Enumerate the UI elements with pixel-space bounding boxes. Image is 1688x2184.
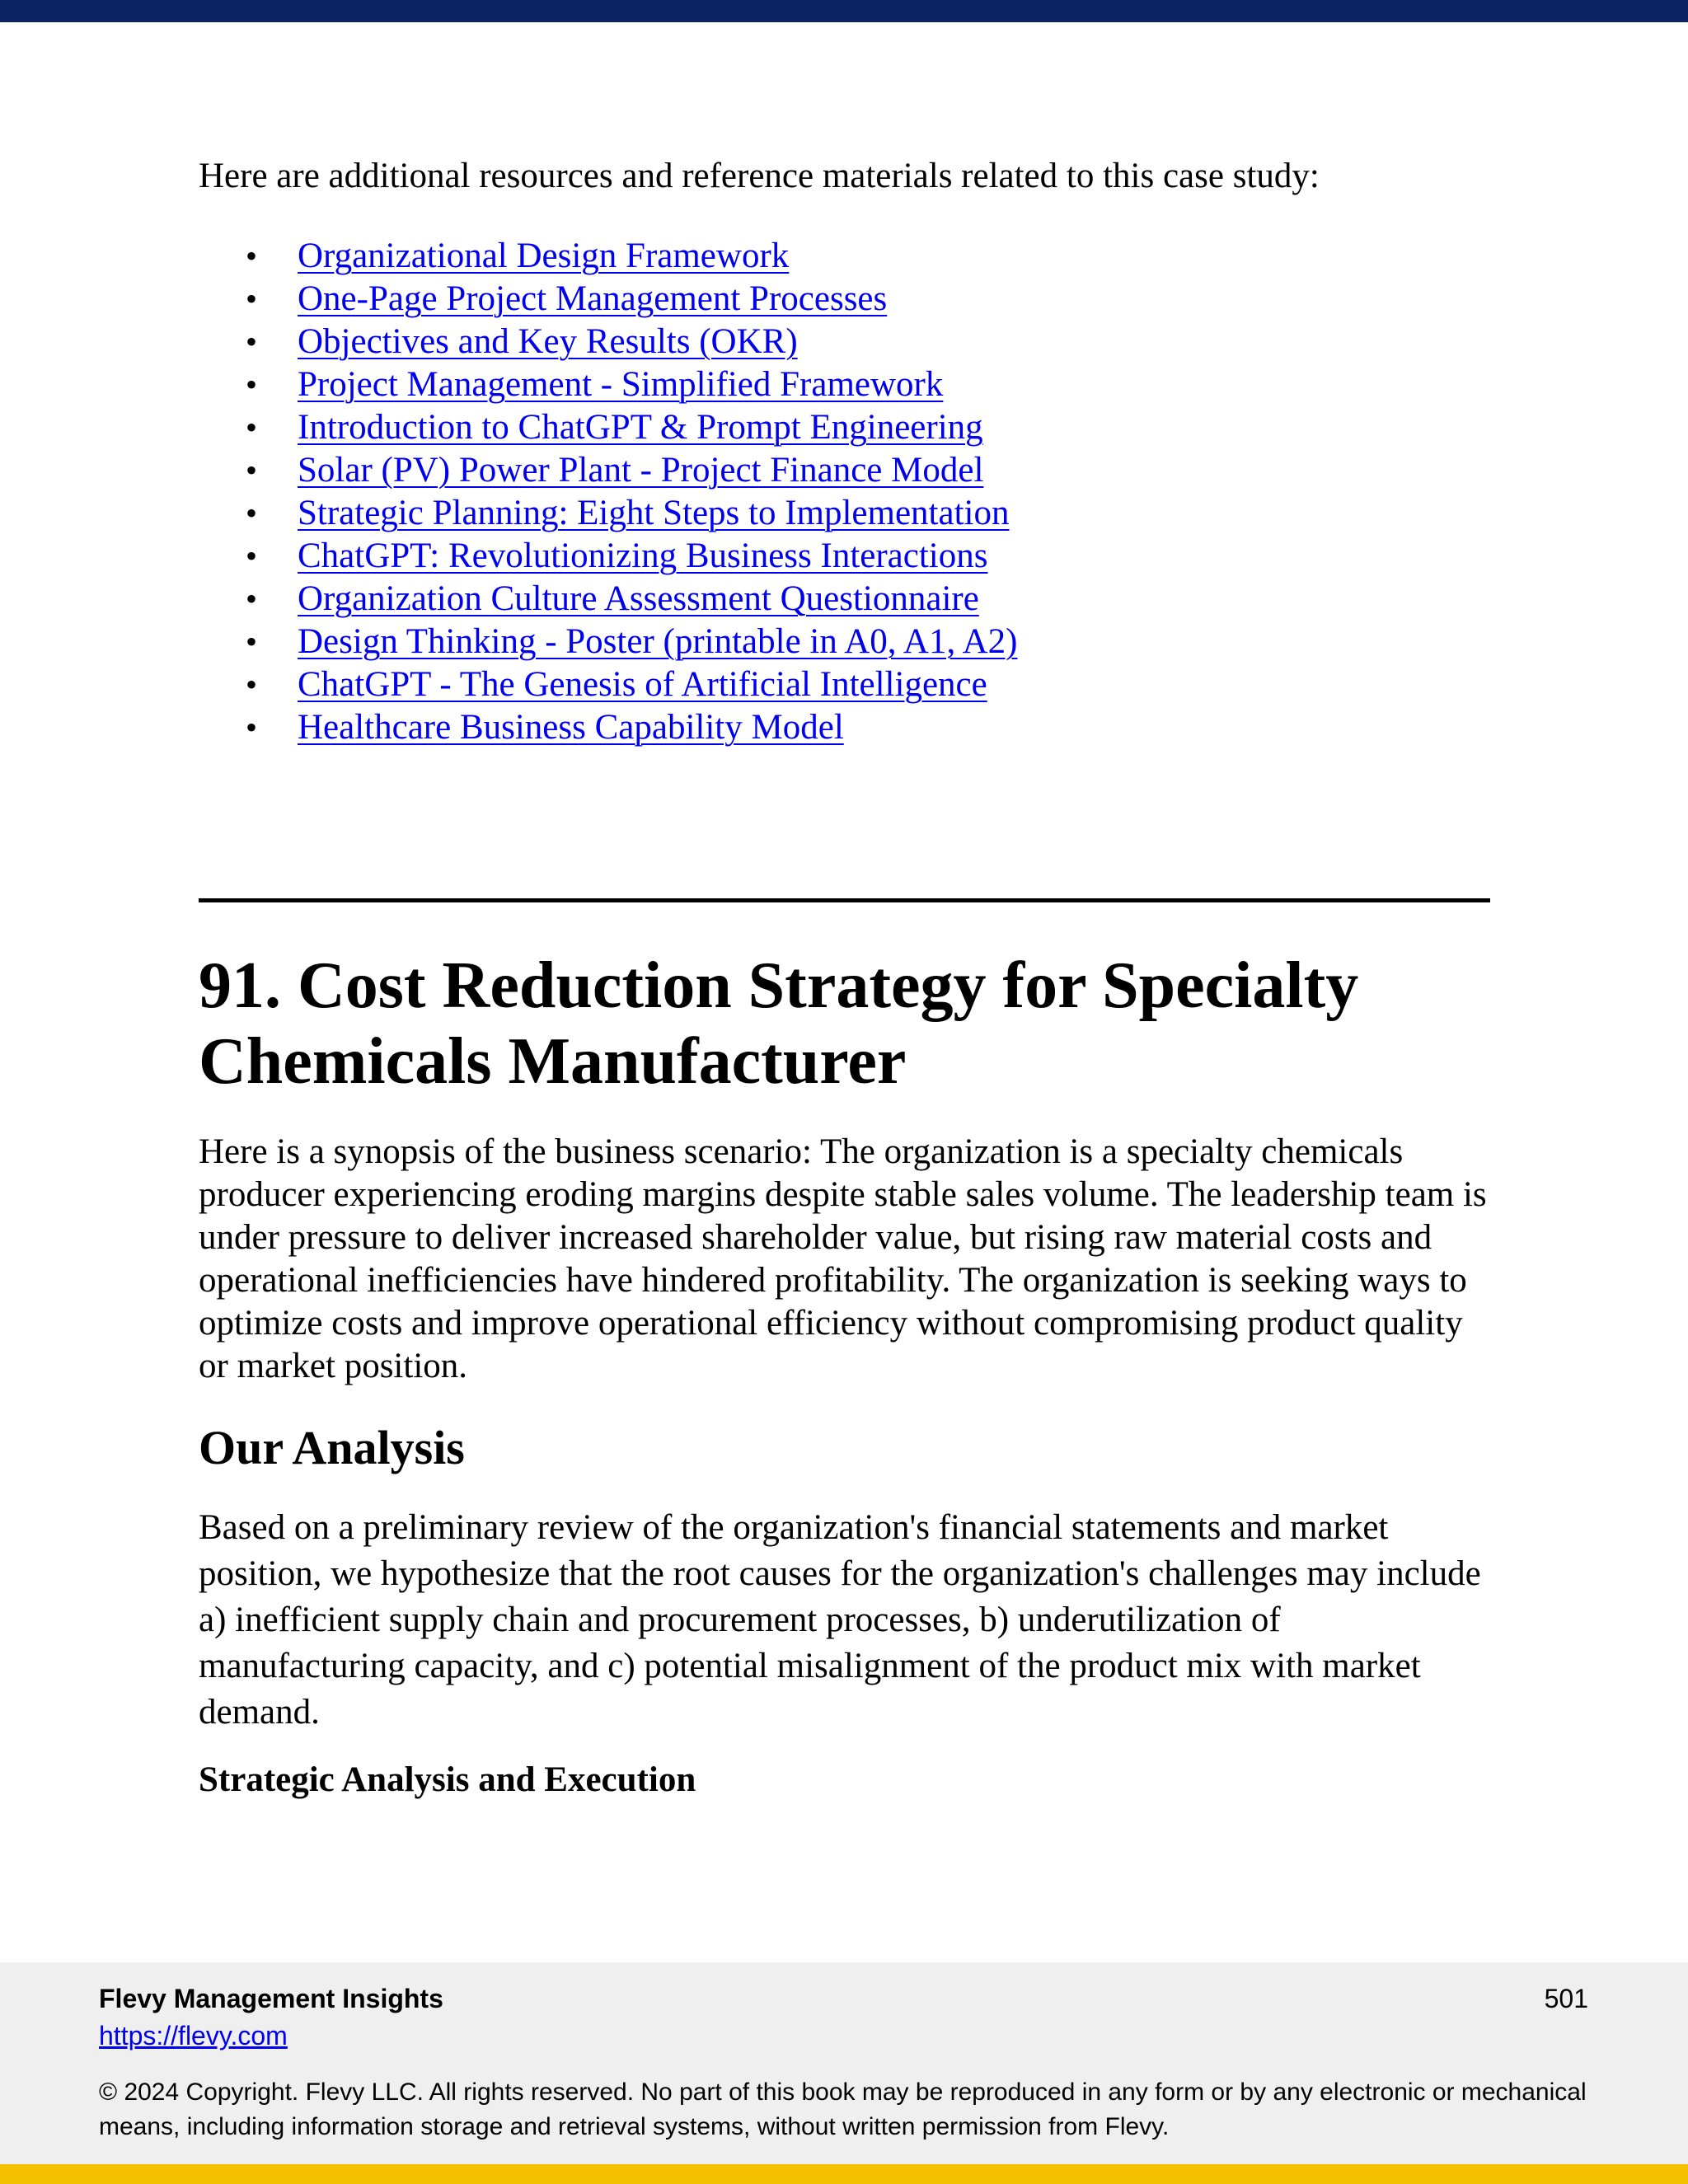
case-study-title: 91. Cost Reduction Strategy for Specialty Chemicals Manufacturer xyxy=(199,949,1359,1098)
resource-link[interactable]: ChatGPT: Revolutionizing Business Interactions xyxy=(298,537,988,575)
page-number: 501 xyxy=(1544,1984,1588,2013)
footer-website-link[interactable]: https://flevy.com xyxy=(99,2021,288,2050)
resources-intro: Here are additional resources and reference materials related to this case study: xyxy=(199,157,1320,195)
analysis-paragraph: Based on a preliminary review of the organization's financial statements and market position, we hypothesize that the root causes for the organization's challenges may include a) inefficient supply chain and procurement processes, b) underutilization of manufacturing capacity, and c) potential misalignment of the product mix with market demand. xyxy=(199,1508,1481,1732)
resource-link[interactable]: Solar (PV) Power Plant - Project Finance Model xyxy=(298,451,984,490)
resource-link[interactable]: Organization Culture Assessment Questionnaire xyxy=(298,579,979,618)
resource-item xyxy=(199,621,1491,663)
page-footer xyxy=(0,1962,1688,2164)
resource-item xyxy=(199,363,1491,406)
resource-link[interactable]: Organizational Design Framework xyxy=(298,237,790,275)
bottom-accent-bar xyxy=(0,2164,1688,2184)
resource-link[interactable]: Design Thinking - Poster (printable in A0, A1, A2) xyxy=(298,622,1018,661)
bullet-icon: • xyxy=(246,580,258,617)
bullet-icon: • xyxy=(246,666,258,703)
resource-item xyxy=(199,492,1491,535)
footer-brand: Flevy Management Insights xyxy=(99,1984,443,2013)
synopsis-paragraph: Here is a synopsis of the business scenario: The organization is a specialty chemicals producer experiencing eroding margins despite stable sales volume. The leadership team is under pressure to deliver increased shareholder value, but rising raw material costs and operational inefficiencies have hindered profitability. The organization is seeking ways to optimize costs and improve operational efficiency without compromising product quality or market position. xyxy=(199,1132,1487,1385)
resources-block xyxy=(199,155,1491,749)
resource-link[interactable]: Healthcare Business Capability Model xyxy=(298,708,844,747)
resource-item xyxy=(199,663,1491,706)
resource-item xyxy=(199,406,1491,449)
resource-link[interactable]: One-Page Project Management Processes xyxy=(298,279,888,318)
bullet-icon: • xyxy=(246,452,258,489)
resource-link[interactable]: Project Management - Simplified Framework xyxy=(298,365,944,404)
top-accent-bar xyxy=(0,0,1688,22)
resource-link[interactable]: Strategic Planning: Eight Steps to Implementation xyxy=(298,494,1010,532)
resource-link[interactable]: ChatGPT - The Genesis of Artificial Intelligence xyxy=(298,665,987,704)
resource-item xyxy=(199,278,1491,321)
resource-item xyxy=(199,321,1491,363)
resource-item xyxy=(199,578,1491,621)
bullet-icon: • xyxy=(246,237,258,274)
resource-list xyxy=(199,235,1491,749)
resource-item xyxy=(199,535,1491,578)
bullet-icon: • xyxy=(246,323,258,360)
analysis-heading: Our Analysis xyxy=(199,1421,465,1474)
bullet-icon: • xyxy=(246,494,258,532)
section-divider xyxy=(199,898,1490,902)
resource-item xyxy=(199,449,1491,492)
bullet-icon: • xyxy=(246,623,258,660)
resource-item xyxy=(199,706,1491,749)
resource-item xyxy=(199,235,1491,278)
strategic-analysis-subheading: Strategic Analysis and Execution xyxy=(199,1760,696,1799)
bullet-icon: • xyxy=(246,409,258,446)
bullet-icon: • xyxy=(246,537,258,574)
bullet-icon: • xyxy=(246,709,258,746)
resource-link[interactable]: Objectives and Key Results (OKR) xyxy=(298,322,798,361)
bullet-icon: • xyxy=(246,280,258,317)
case-study-section xyxy=(199,948,1493,1802)
resource-link[interactable]: Introduction to ChatGPT & Prompt Engineering xyxy=(298,408,983,447)
bullet-icon: • xyxy=(246,366,258,403)
copyright-notice: © 2024 Copyright. Flevy LLC. All rights reserved. No part of this book may be reproduced in any form or by any electronic or mechanical means, including information storage and retrieval systems, without written permission from Flevy. xyxy=(99,2079,1587,2140)
